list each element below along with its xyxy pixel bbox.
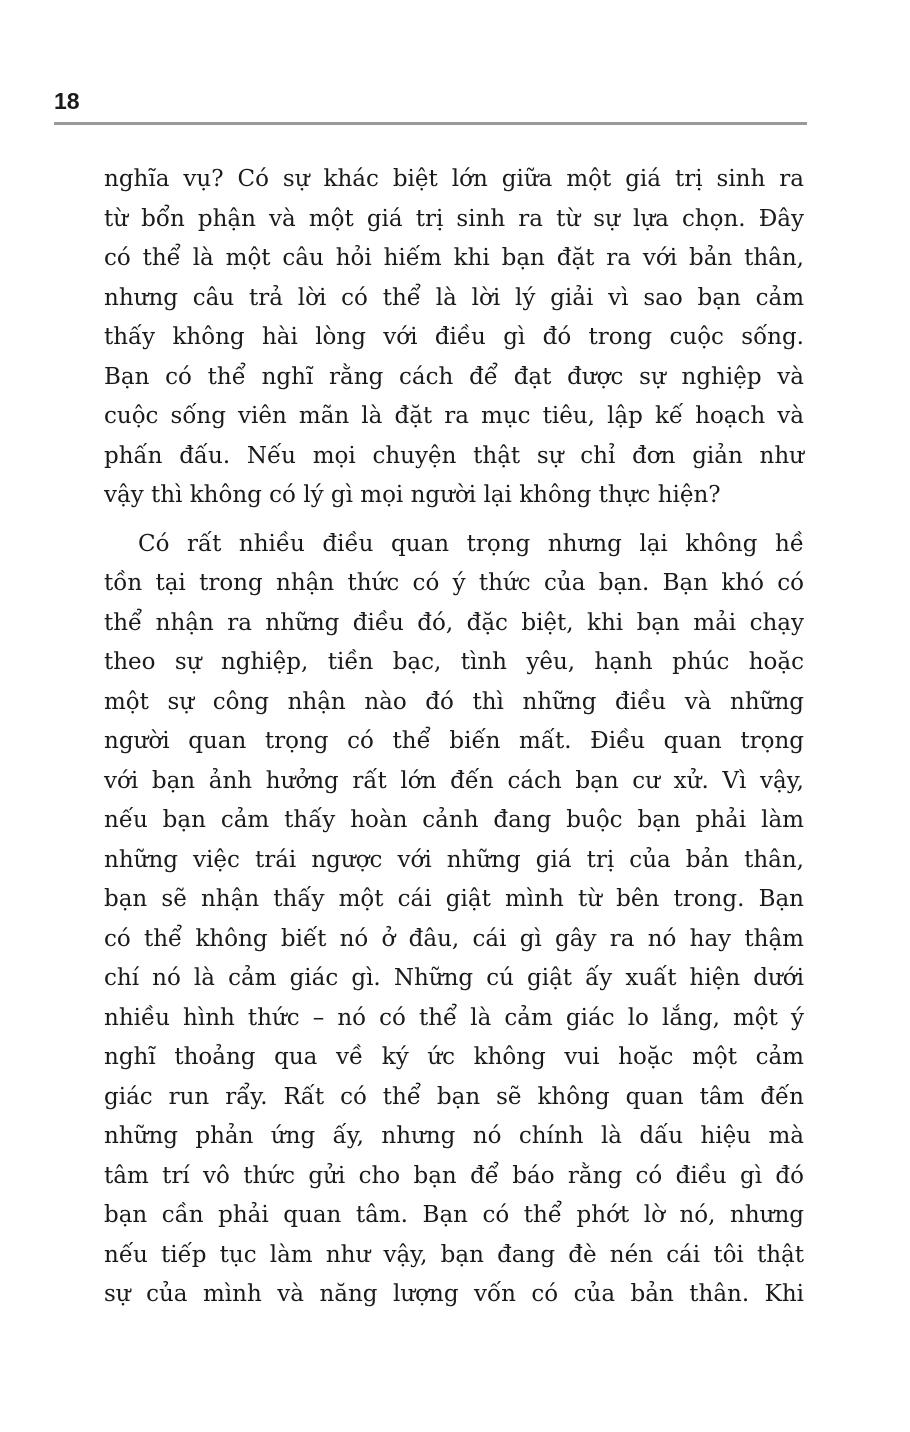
- text-line: bạn cần phải quan tâm. Bạn có thể phớt lờ nó, nhưng: [104, 1202, 804, 1228]
- text-line: có thể là một câu hỏi hiếm khi bạn đặt ra với bản thân,: [104, 245, 804, 271]
- text-line: tâm trí vô thức gửi cho bạn để báo rằng có điều gì đó: [104, 1162, 804, 1189]
- text-line: phấn đấu. Nếu mọi chuyện thật sự chỉ đơn giản như: [104, 442, 804, 469]
- text-line: nhiều hình thức – nó có thể là cảm giác lo lắng, một ý: [104, 1004, 804, 1031]
- paragraph-1: [104, 160, 804, 516]
- text-line: nếu tiếp tục làm như vậy, bạn đang đè nén cái tôi thật: [104, 1241, 804, 1268]
- text-line: thấy không hài lòng với điều gì đó trong cuộc sống.: [104, 324, 804, 350]
- page-number: 18: [54, 88, 80, 114]
- text-line: cuộc sống viên mãn là đặt ra mục tiêu, lập kế hoạch và: [104, 403, 804, 429]
- text-line: một sự công nhận nào đó thì những điều và những: [104, 688, 804, 715]
- text-line: nhưng câu trả lời có thể là lời lý giải vì sao bạn cảm: [104, 284, 804, 311]
- text-line: chí nó là cảm giác gì. Những cú giật ấy xuất hiện dưới: [104, 965, 804, 991]
- text-line: những việc trái ngược với những giá trị của bản thân,: [104, 846, 804, 873]
- text-line: với bạn ảnh hưởng rất lớn đến cách bạn cư xử. Vì vậy,: [104, 767, 804, 794]
- text-line: từ bổn phận và một giá trị sinh ra từ sự lựa chọn. Đây: [104, 205, 804, 232]
- text-line: Có rất nhiều điều quan trọng nhưng lại không hề: [138, 530, 804, 557]
- body-text: [104, 160, 804, 1315]
- text-line: bạn sẽ nhận thấy một cái giật mình từ bên trong. Bạn: [104, 886, 804, 912]
- paragraph-2: [104, 525, 804, 1315]
- text-line: nếu bạn cảm thấy hoàn cảnh đang buộc bạn phải làm: [104, 807, 804, 833]
- text-line: có thể không biết nó ở đâu, cái gì gây ra nó hay thậm: [104, 925, 804, 952]
- text-line: Bạn có thể nghĩ rằng cách để đạt được sự nghiệp và: [104, 363, 804, 390]
- text-line: nghĩa vụ? Có sự khác biệt lớn giữa một giá trị sinh ra: [104, 166, 804, 192]
- text-line: vậy thì không có lý gì mọi người lại không thực hiện?: [104, 482, 721, 508]
- text-line: theo sự nghiệp, tiền bạc, tình yêu, hạnh phúc hoặc: [104, 649, 804, 675]
- text-line: nghĩ thoảng qua về ký ức không vui hoặc một cảm: [104, 1044, 804, 1070]
- text-line: người quan trọng có thể biến mất. Điều quan trọng: [104, 728, 804, 754]
- text-line: những phản ứng ấy, nhưng nó chính là dấu hiệu mà: [104, 1123, 804, 1149]
- paragraph-gap: [104, 516, 804, 525]
- header-divider: [54, 122, 807, 125]
- text-line: tồn tại trong nhận thức có ý thức của bạn. Bạn khó có: [104, 570, 804, 596]
- text-line: thể nhận ra những điều đó, đặc biệt, khi bạn mải chạy: [104, 609, 804, 636]
- text-line: sự của mình và năng lượng vốn có của bản thân. Khi: [104, 1281, 804, 1307]
- text-line: giác run rẩy. Rất có thể bạn sẽ không quan tâm đến: [104, 1083, 804, 1110]
